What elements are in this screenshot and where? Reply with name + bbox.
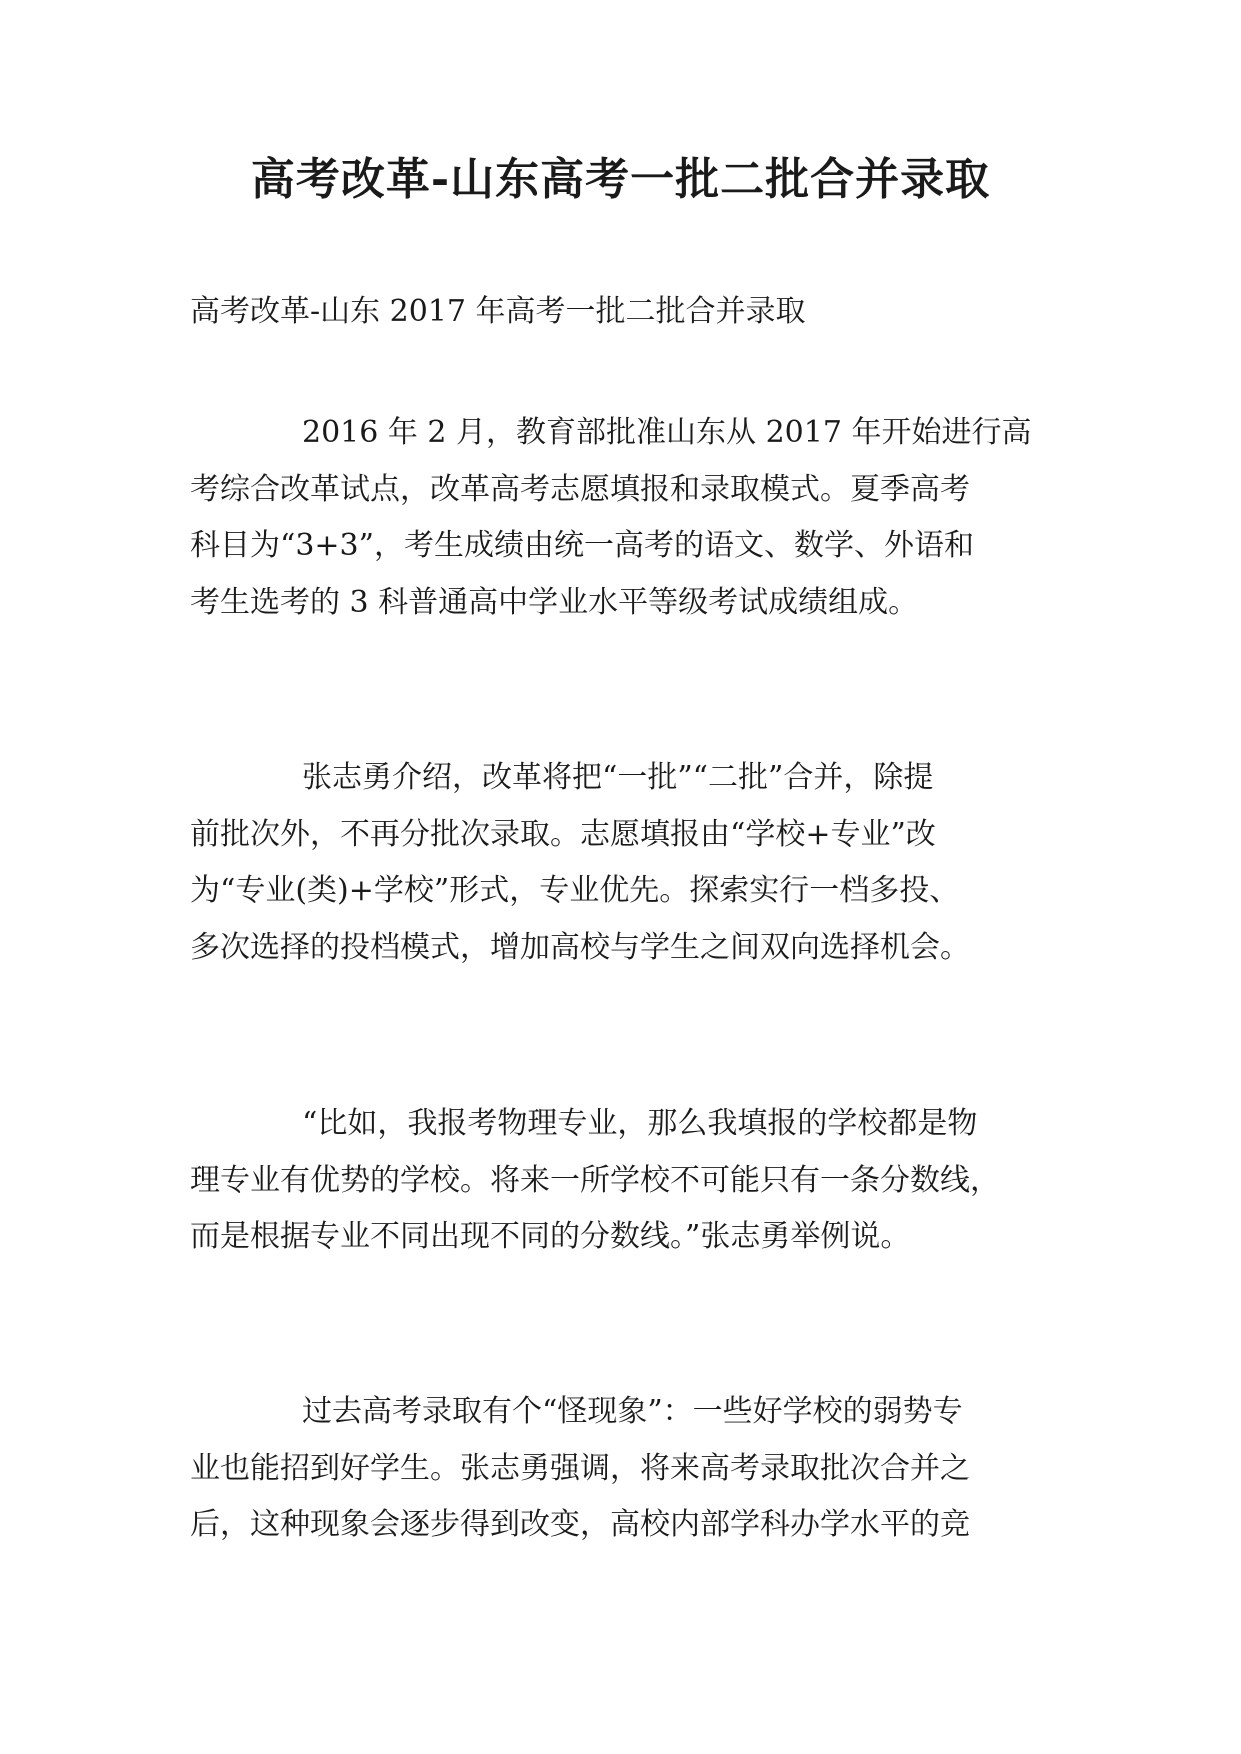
paragraph-line: 过去高考录取有个“怪现象”：一些好学校的弱势专 (302, 1394, 963, 1429)
document-title: 高考改革-山东高考一批二批合并录取 (250, 154, 991, 205)
paragraph (190, 1384, 1070, 1554)
paragraph-line: 理专业有优势的学校。将来一所学校不可能只有一条分数线， (190, 1162, 1000, 1198)
paragraph-line: 业也能招到好学生。张志勇强调，将来高考录取批次合并之 (190, 1450, 970, 1486)
paragraph-line: 2016 年 2 月，教育部批准山东从 2017 年开始进行高 (302, 415, 1032, 450)
paragraph-line: 张志勇介绍，改革将把“一批”“二批”合并，除提 (302, 760, 934, 795)
paragraph (190, 750, 1070, 976)
paragraph-line: 而是根据专业不同出现不同的分数线。”张志勇举例说。 (190, 1219, 911, 1254)
paragraph (190, 1096, 1070, 1266)
paragraph-line: 考综合改革试点，改革高考志愿填报和录取模式。夏季高考 (190, 471, 970, 507)
paragraph-line: 多次选择的投档模式，增加高校与学生之间双向选择机会。 (190, 929, 970, 965)
paragraph-line: 前批次外，不再分批次录取。志愿填报由“学校+专业”改 (190, 816, 936, 852)
paragraph-line: “比如，我报考物理专业，那么我填报的学校都是物 (302, 1106, 978, 1141)
paragraph-line: 后，这种现象会逐步得到改变，高校内部学科办学水平的竞 (190, 1507, 970, 1542)
document-subtitle: 高考改革-山东 2017 年高考一批二批合并录取 (190, 294, 806, 329)
paragraph-line: 科目为“3+3”，考生成绩由统一高考的语文、数学、外语和 (190, 528, 974, 563)
paragraph-line: 为“专业(类)+学校”形式，专业优先。探索实行一档多投、 (190, 873, 960, 908)
paragraph (190, 405, 1070, 631)
paragraph-line: 考生选考的 3 科普通高中学业水平等级考试成绩组成。 (190, 584, 919, 620)
